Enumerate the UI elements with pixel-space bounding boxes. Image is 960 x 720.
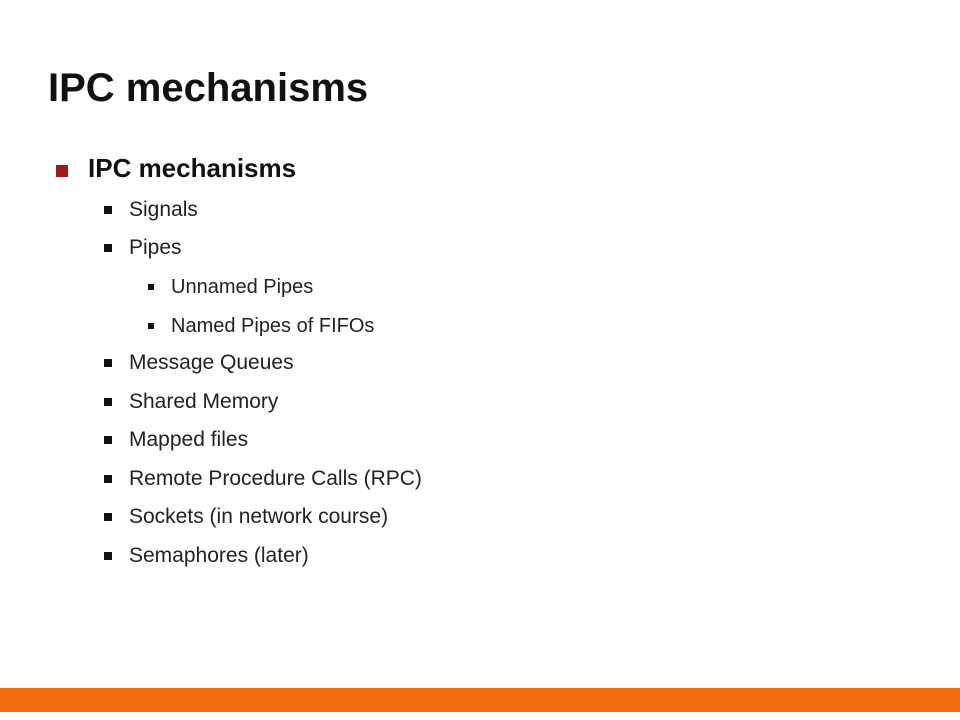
list-item-label: Message Queues [129,351,294,374]
list-item-label: Pipes [129,236,182,259]
list-item-label: Sockets (in network course) [129,505,389,528]
square-bullet-icon [104,359,112,367]
sub-list-item-label: Named Pipes of FIFOs [171,315,375,337]
square-bullet-icon [148,284,154,290]
square-bullet-icon [104,513,112,521]
footer-bar [0,688,960,712]
square-bullet-icon [104,398,112,406]
square-bullet-icon [104,244,112,252]
list-item-label: Remote Procedure Calls (RPC) [129,467,422,490]
list-item-label: Signals [129,198,198,221]
list-item-label: Semaphores (later) [129,544,309,567]
slide-title: IPC mechanisms [48,66,369,110]
list-item-label: Shared Memory [129,390,279,413]
square-bullet-icon [104,206,112,214]
square-bullet-icon [104,475,112,483]
list-item-label: Mapped files [129,428,249,451]
square-bullet-icon [104,436,112,444]
sub-list-item-label: Unnamed Pipes [171,276,314,298]
square-bullet-icon [148,323,154,329]
square-bullet-icon [104,552,112,560]
bullet-level1-text: IPC mechanisms [88,153,297,183]
